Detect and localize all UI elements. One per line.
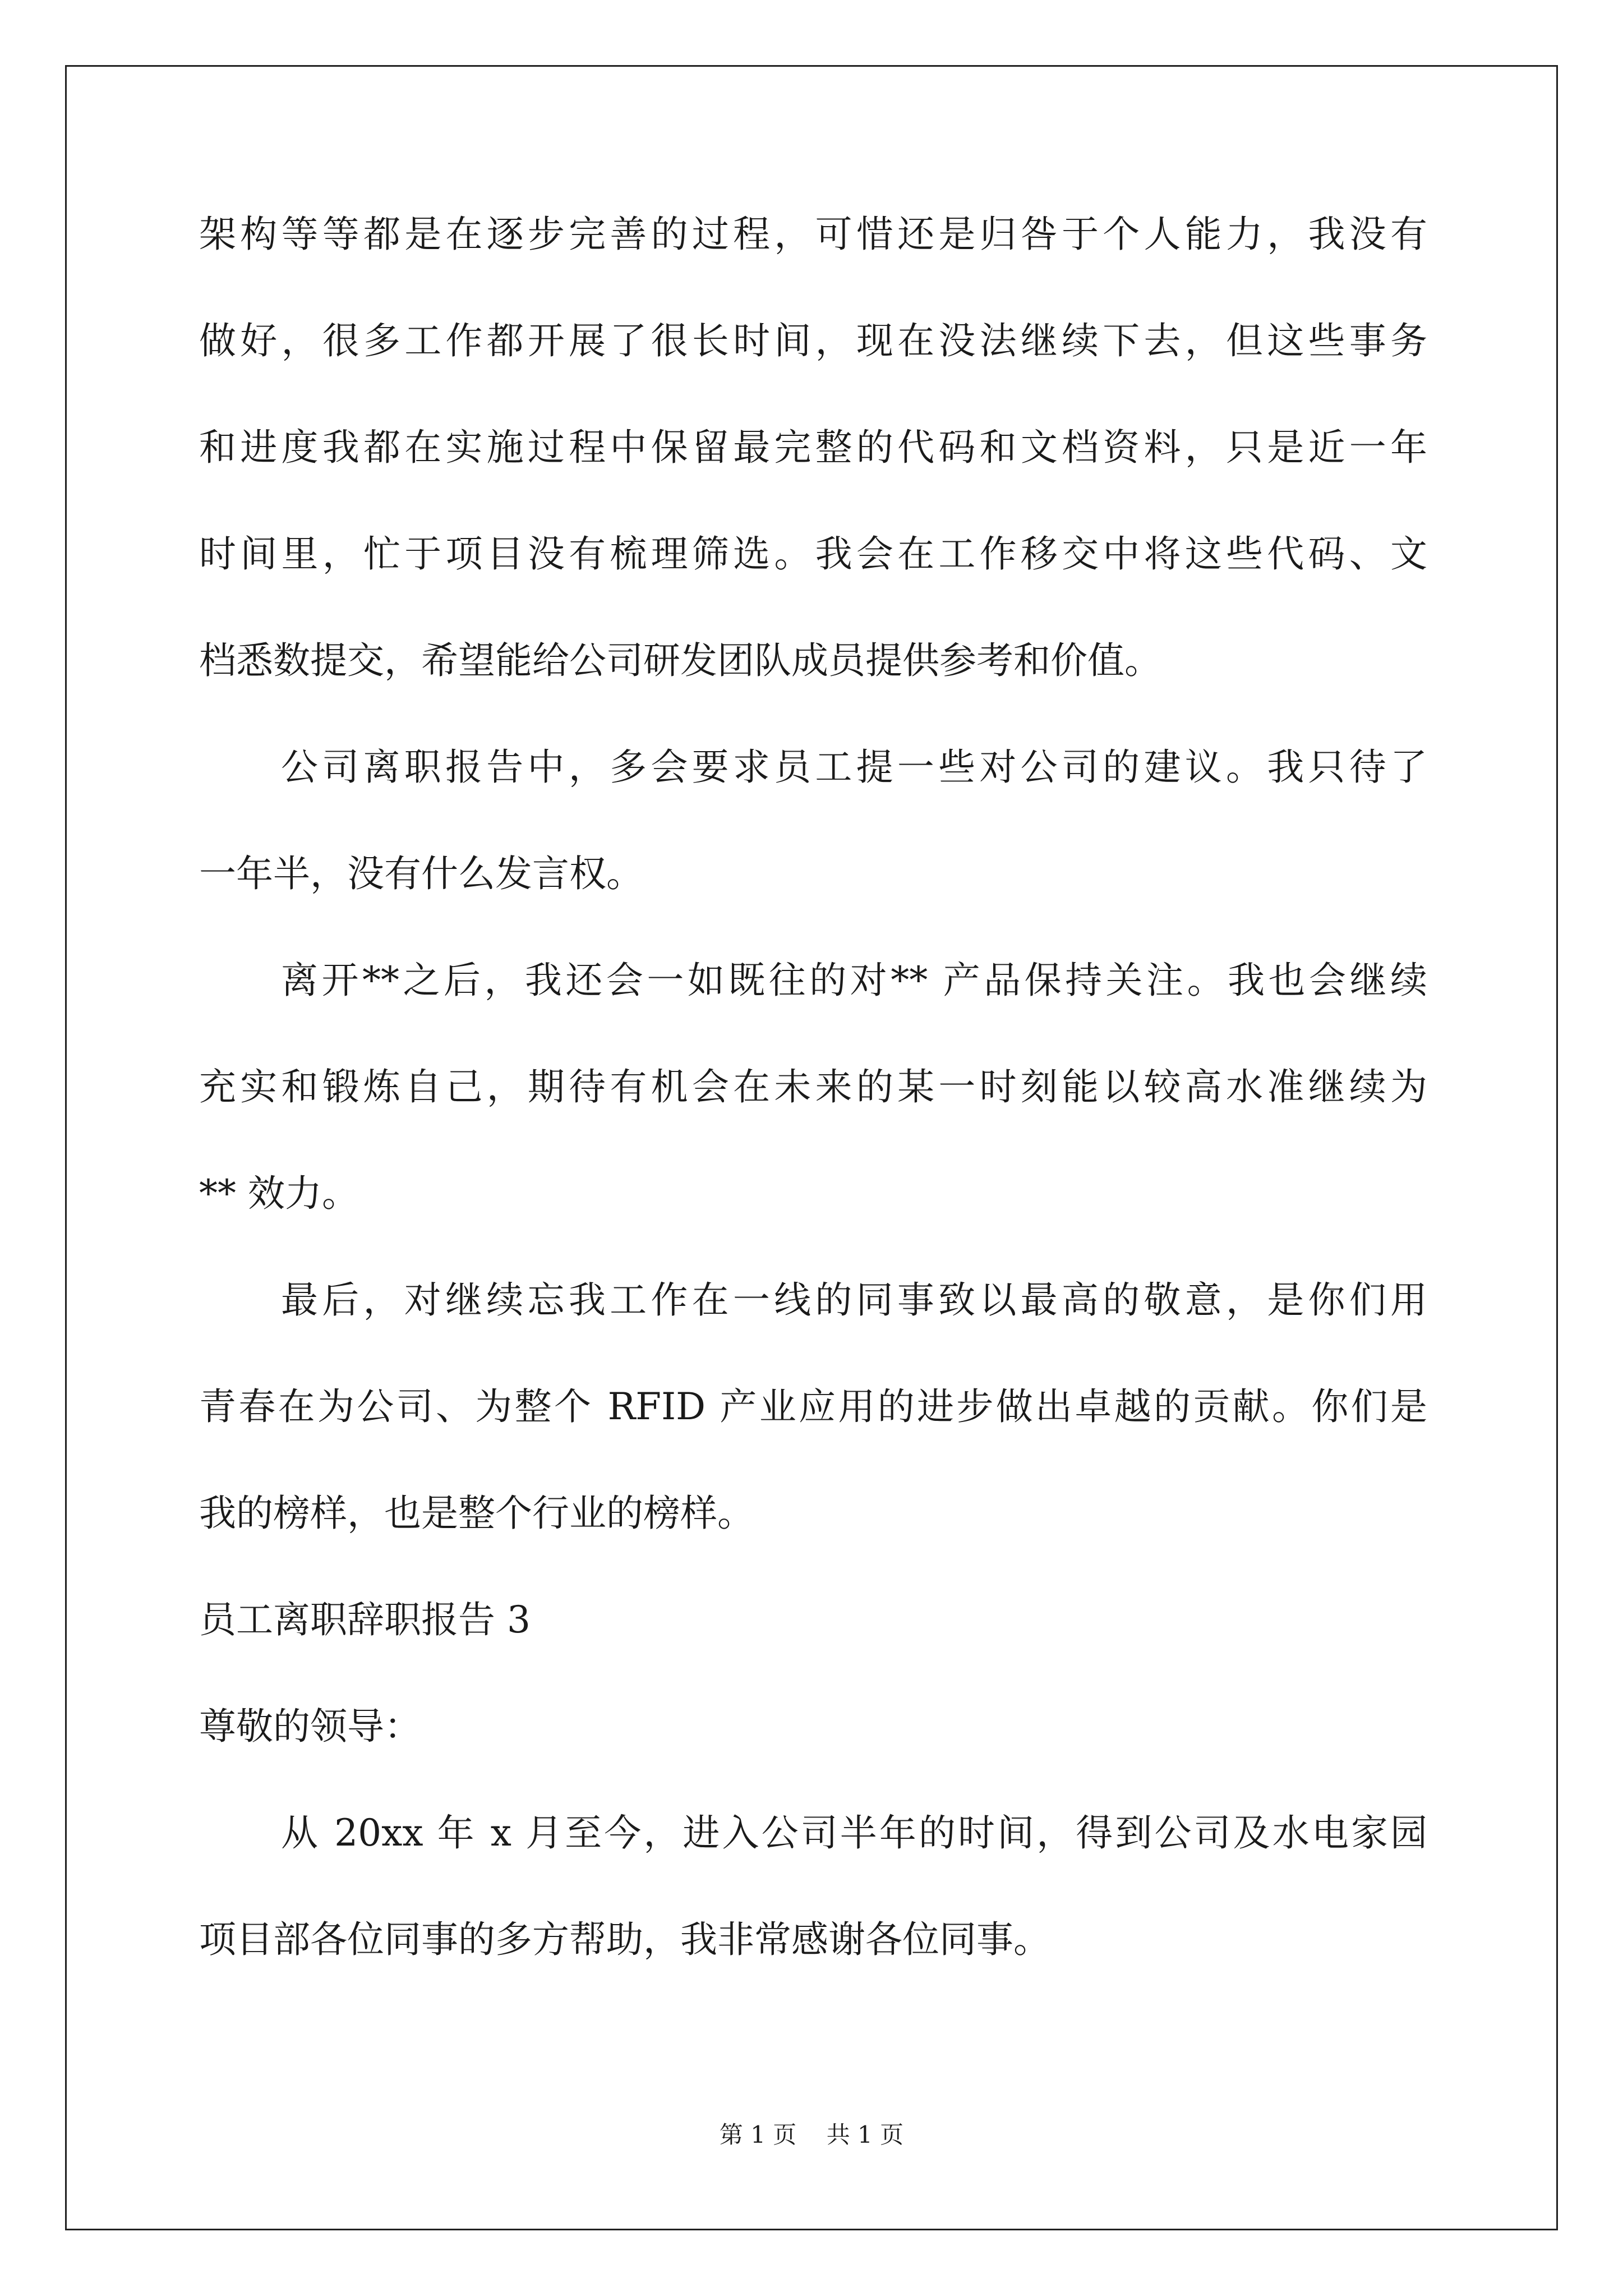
- page-total: 共 1 页: [826, 2121, 904, 2148]
- body-line: 项目部各位同事的多方帮助，我非常感谢各位同事。: [199, 1918, 1050, 1961]
- section-heading: 员工离职辞职报告 3: [199, 1598, 531, 1641]
- body-line: 充实和锻炼自己，期待有机会在未来的某一时刻能以较高水准继续为: [199, 1065, 1427, 1108]
- body-line: 从 20xx 年 x 月至今，进入公司半年的时间，得到公司及水电家园: [281, 1811, 1427, 1855]
- document-body: [199, 213, 1427, 2028]
- page-number: 第 1 页: [719, 2121, 797, 2148]
- body-line: 和进度我都在实施过程中保留最完整的代码和文档资料，只是近一年: [199, 426, 1427, 469]
- body-line: 时间里，忙于项目没有梳理筛选。我会在工作移交中将这些代码、文: [199, 532, 1427, 576]
- body-line: 档悉数提交，希望能给公司研发团队成员提供参考和价值。: [199, 639, 1161, 682]
- body-line: ** 效力。: [199, 1172, 359, 1215]
- body-line: 最后，对继续忘我工作在一线的同事致以最高的敬意，是你们用: [281, 1278, 1427, 1322]
- body-line: 做好，很多工作都开展了很长时间，现在没法继续下去，但这些事务: [199, 319, 1427, 362]
- body-line: 青春在为公司、为整个 RFID 产业应用的进步做出卓越的贡献。你们是: [199, 1385, 1427, 1428]
- body-line: 离开**之后，我还会一如既往的对** 产品保持关注。我也会继续: [281, 959, 1427, 1002]
- page-footer: [0, 2123, 1623, 2147]
- body-line: 我的榜样，也是整个行业的榜样。: [199, 1492, 754, 1535]
- body-line: 架构等等都是在逐步完善的过程，可惜还是归咎于个人能力，我没有: [199, 213, 1427, 256]
- body-line: 公司离职报告中，多会要求员工提一些对公司的建议。我只待了: [281, 746, 1427, 789]
- body-line: 一年半，没有什么发言权。: [199, 852, 643, 895]
- salutation: 尊敬的领导：: [199, 1705, 421, 1748]
